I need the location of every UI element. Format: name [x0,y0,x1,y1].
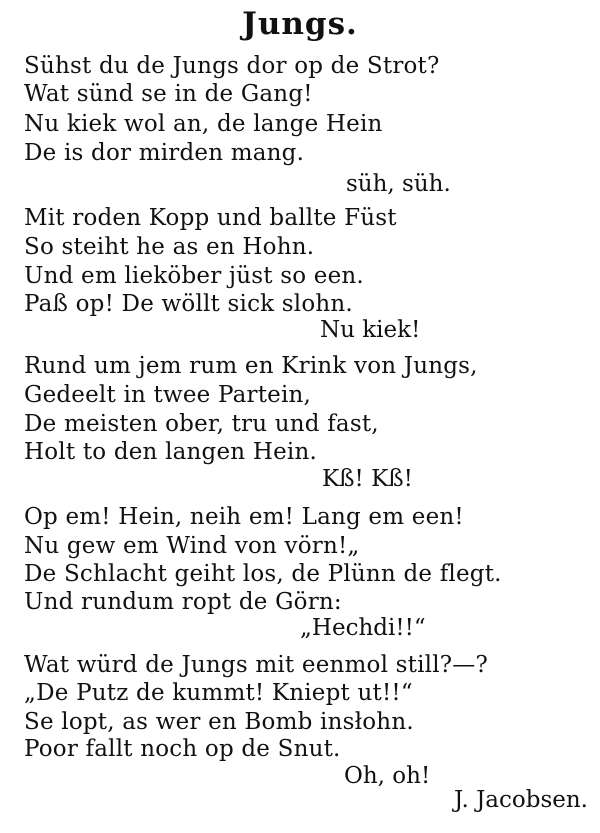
stanza-4-line-1: Op em! Hein, neih em! Lang em een! [24,504,464,530]
stanza-5-line-1: Wat würd de Jungs mit eenmol still?—? [24,652,489,678]
stanza-3-line-1: Rund um jem rum en Krink von Jungs, [24,353,478,379]
stanza-4-line-3: De Schlacht geiht los, de Plünn de flegt. [24,561,502,587]
stanza-1-line-1: Sühst du de Jungs dor op de Strot? [24,53,440,79]
stanza-4-line-4: Und rundum ropt de Görn: [24,589,342,615]
stanza-2-line-4: Paß op! De wöllt sick slohn. [24,291,353,317]
poem-title: Jungs. [242,6,358,42]
stanza-2-refrain: Nu kiek! [320,317,421,343]
stanza-5-refrain: Oh, oh! [344,763,431,789]
stanza-2-line-3: Und em lieköber jüst so een. [24,263,364,289]
stanza-5-line-4: Poor fallt noch op de Snut. [24,736,341,762]
stanza-2-line-2: So steiht he as en Hohn. [24,234,315,260]
stanza-4-line-2: Nu gew em Wind von vörn!„ [24,533,360,559]
stanza-1-line-2: Wat sünd se in de Gang! [24,81,313,107]
stanza-1-line-4: De is dor mirden mang. [24,140,305,166]
stanza-2-line-1: Mit roden Kopp und ballte Füst [24,205,397,231]
poem-author: J. Jacobsen. [454,787,588,813]
stanza-4-refrain: „Hechdi!!“ [300,615,426,641]
stanza-3-line-3: De meisten ober, tru und fast, [24,411,379,437]
stanza-3-refrain: Kß! Kß! [322,466,413,492]
stanza-3-line-2: Gedeelt in twee Partein, [24,382,312,408]
stanza-5-line-3: Se lopt, as wer en Bomb insłohn. [24,709,414,735]
stanza-3-line-4: Holt to den langen Hein. [24,439,317,465]
stanza-5-line-2: „De Putz de kummt! Kniept ut!!“ [24,680,413,706]
stanza-1-line-3: Nu kiek wol an, de lange Hein [24,111,383,137]
stanza-1-refrain: süh, süh. [346,171,451,197]
